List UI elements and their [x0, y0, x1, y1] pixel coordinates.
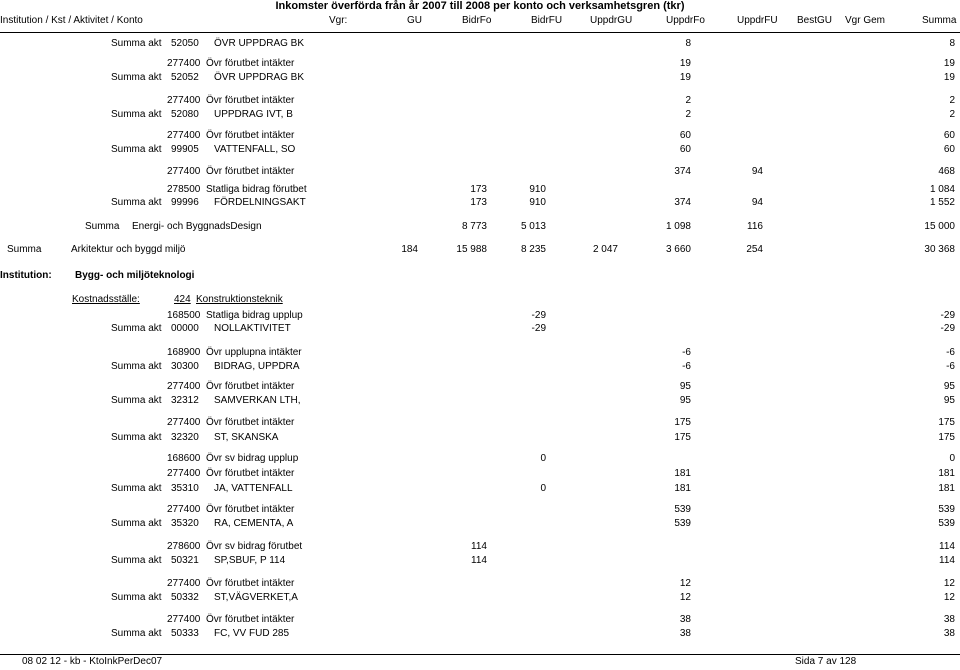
- row-label: Summa akt: [111, 109, 162, 120]
- value-bidrfu: 910: [529, 197, 546, 208]
- value-summa: 30 368: [924, 244, 955, 255]
- account-name: Övr förutbet intäkter: [206, 417, 295, 428]
- value-summa: -29: [940, 310, 955, 321]
- account-code: 168600: [167, 453, 201, 464]
- activity-code: 99905: [171, 144, 199, 155]
- value-uppdrfo: 181: [674, 483, 691, 494]
- account-row: [0, 166, 960, 180]
- activity-code: 99996: [171, 197, 199, 208]
- value-summa: 181: [938, 468, 955, 479]
- value-summa: 175: [938, 432, 955, 443]
- cost-center-name: Energi- och ByggnadsDesign: [132, 221, 262, 232]
- institution-label: Institution:: [0, 270, 52, 281]
- account-name: Övr förutbet intäkter: [206, 578, 295, 589]
- account-row: [0, 130, 960, 144]
- value-summa: 38: [943, 628, 955, 639]
- institution-row: [0, 270, 960, 284]
- account-code: 168900: [167, 347, 201, 358]
- value-bidrfu: 0: [540, 453, 546, 464]
- value-bidrfo: 173: [470, 197, 487, 208]
- value-uppdrfo: 539: [674, 518, 691, 529]
- activity-name: VATTENFALL, SO: [214, 144, 296, 155]
- value-uppdrfo: 2: [685, 109, 691, 120]
- account-code: 277400: [167, 58, 201, 69]
- account-code: 277400: [167, 417, 201, 428]
- value-summa: 19: [943, 72, 955, 83]
- row-label: Summa akt: [111, 518, 162, 529]
- value-summa: 468: [938, 166, 955, 177]
- account-name: Statliga bidrag upplup: [206, 310, 303, 321]
- value-summa: 2: [949, 109, 955, 120]
- account-name: Övr sv bidrag upplup: [206, 453, 299, 464]
- value-uppdrfo: 60: [679, 144, 691, 155]
- value-summa: 12: [943, 578, 955, 589]
- row-label: Summa: [85, 221, 120, 232]
- activity-code: 50321: [171, 555, 199, 566]
- value-summa: 15 000: [924, 221, 955, 232]
- account-code: 277400: [167, 614, 201, 625]
- value-uppdrfo: 175: [674, 417, 691, 428]
- value-bidrfo: 8 773: [461, 221, 487, 232]
- activity-code: 52052: [171, 72, 199, 83]
- value-summa: 0: [949, 453, 955, 464]
- value-summa: 8: [949, 38, 955, 49]
- institution-name: Arkitektur och byggd miljö: [71, 244, 186, 255]
- value-uppdrfu: 94: [751, 197, 763, 208]
- value-uppdrfo: 181: [674, 468, 691, 479]
- value-summa: 60: [943, 144, 955, 155]
- activity-sum-row: [0, 592, 960, 606]
- value-uppdrfo: 1 098: [665, 221, 691, 232]
- column-header-5: BidrFU: [531, 15, 563, 26]
- row-label: Summa akt: [111, 592, 162, 603]
- value-uppdrfu: 254: [746, 244, 763, 255]
- activity-name: ÖVR UPPDRAG BK: [214, 72, 305, 83]
- institution-name: Bygg- och miljöteknologi: [75, 270, 195, 281]
- value-uppdrgu: 2 047: [592, 244, 618, 255]
- value-bidrfo: 173: [470, 184, 487, 195]
- account-name: Övr förutbet intäkter: [206, 130, 295, 141]
- activity-code: 32320: [171, 432, 199, 443]
- value-uppdrfo: -6: [682, 347, 691, 358]
- activity-name: JA, VATTENFALL: [214, 483, 293, 494]
- activity-code: 35320: [171, 518, 199, 529]
- column-header-6: UppdrGU: [590, 15, 633, 26]
- activity-code: 50332: [171, 592, 199, 603]
- value-summa: 1 552: [929, 197, 955, 208]
- activity-sum-row: [0, 518, 960, 532]
- value-summa: 12: [943, 592, 955, 603]
- value-bidrfu: 910: [529, 184, 546, 195]
- account-row: [0, 310, 960, 324]
- row-label: Summa akt: [111, 72, 162, 83]
- account-row: [0, 95, 960, 109]
- activity-code: 52050: [171, 38, 199, 49]
- value-summa: 19: [943, 58, 955, 69]
- account-code: 277400: [167, 130, 201, 141]
- value-uppdrfo: 19: [679, 58, 691, 69]
- account-code: 278500: [167, 184, 201, 195]
- account-row: [0, 578, 960, 592]
- footer-divider: [0, 654, 960, 655]
- value-uppdrfo: 175: [674, 432, 691, 443]
- value-uppdrfo: 3 660: [665, 244, 691, 255]
- account-code: 277400: [167, 166, 201, 177]
- value-gu: 184: [401, 244, 418, 255]
- column-header-7: UppdrFo: [666, 15, 705, 26]
- account-name: Statliga bidrag förutbet: [206, 184, 307, 195]
- activity-code: 00000: [171, 323, 199, 334]
- value-summa: -6: [946, 361, 955, 372]
- activity-sum-row: [0, 109, 960, 123]
- account-code: 278600: [167, 541, 201, 552]
- account-row: [0, 417, 960, 431]
- value-uppdrfo: 95: [679, 381, 691, 392]
- account-name: Övr förutbet intäkter: [206, 614, 295, 625]
- row-label: Summa akt: [111, 432, 162, 443]
- value-bidrfu: -29: [531, 323, 546, 334]
- value-uppdrfo: 38: [679, 614, 691, 625]
- value-uppdrfo: 12: [679, 578, 691, 589]
- account-row: [0, 58, 960, 72]
- row-label: Summa akt: [111, 395, 162, 406]
- account-name: Övr förutbet intäkter: [206, 95, 295, 106]
- account-name: Övr förutbet intäkter: [206, 381, 295, 392]
- activity-name: BIDRAG, UPPDRA: [214, 361, 300, 372]
- column-header-3: GU: [407, 15, 422, 26]
- activity-code: 35310: [171, 483, 199, 494]
- activity-sum-row: [0, 628, 960, 642]
- activity-sum-row: [0, 144, 960, 158]
- account-name: Övr förutbet intäkter: [206, 504, 295, 515]
- value-uppdrfu: 116: [747, 221, 763, 232]
- activity-sum-row: [0, 432, 960, 446]
- account-name: Övr förutbet intäkter: [206, 468, 295, 479]
- activity-code: 30300: [171, 361, 199, 372]
- cost-center-label: Kostnadsställe:: [72, 294, 140, 305]
- cost-center-code: 424: [174, 294, 191, 305]
- activity-name: ÖVR UPPDRAG BK: [214, 38, 305, 49]
- value-bidrfu: 0: [540, 483, 546, 494]
- account-code: 277400: [167, 504, 201, 515]
- column-header-row: [0, 15, 960, 31]
- activity-sum-row: [0, 395, 960, 409]
- value-summa: 95: [943, 381, 955, 392]
- value-uppdrfo: 19: [679, 72, 691, 83]
- account-code: 277400: [167, 468, 201, 479]
- value-uppdrfo: 2: [685, 95, 691, 106]
- account-row: [0, 614, 960, 628]
- column-header-4: BidrFo: [462, 15, 492, 26]
- value-uppdrfo: -6: [682, 361, 691, 372]
- row-label: Summa akt: [111, 323, 162, 334]
- row-label: Summa akt: [111, 38, 162, 49]
- value-uppdrfo: 95: [679, 395, 691, 406]
- value-uppdrfo: 60: [679, 130, 691, 141]
- value-bidrfu: 8 235: [520, 244, 546, 255]
- row-label: Summa akt: [111, 555, 162, 566]
- account-name: Övr förutbet intäkter: [206, 166, 295, 177]
- activity-sum-row: [0, 72, 960, 86]
- activity-code: 50333: [171, 628, 199, 639]
- activity-name: SP,SBUF, P 114: [214, 555, 286, 566]
- value-bidrfu: -29: [531, 310, 546, 321]
- value-summa: -29: [940, 323, 955, 334]
- value-uppdrfo: 374: [674, 166, 691, 177]
- account-row: [0, 453, 960, 467]
- column-header-11: Summa: [922, 15, 957, 26]
- column-header-10: Vgr Gem: [845, 15, 886, 26]
- value-summa: 114: [939, 555, 955, 566]
- activity-sum-row: [0, 483, 960, 497]
- row-label: Summa: [7, 244, 42, 255]
- activity-name: RA, CEMENTA, A: [214, 518, 294, 529]
- row-label: Summa akt: [111, 483, 162, 494]
- account-row: [0, 381, 960, 395]
- page-footer: [0, 656, 960, 670]
- activity-sum-row: [0, 361, 960, 375]
- value-bidrfu: 5 013: [520, 221, 546, 232]
- value-summa: 539: [938, 518, 955, 529]
- account-code: 277400: [167, 381, 201, 392]
- value-uppdrfo: 8: [685, 38, 691, 49]
- cost-center-name: Konstruktionsteknik: [196, 294, 283, 305]
- kstsum-row: [0, 221, 960, 235]
- activity-name: ST,VÄGVERKET,A: [214, 592, 298, 603]
- activity-sum-row: [0, 38, 960, 52]
- value-summa: -6: [946, 347, 955, 358]
- value-bidrfo: 15 988: [456, 244, 487, 255]
- value-uppdrfo: 374: [674, 197, 691, 208]
- value-summa: 1 084: [929, 184, 955, 195]
- value-uppdrfo: 12: [679, 592, 691, 603]
- account-row: [0, 504, 960, 518]
- column-header-9: BestGU: [797, 15, 833, 26]
- value-summa: 539: [938, 504, 955, 515]
- account-name: Övr upplupna intäkter: [206, 347, 302, 358]
- column-header-1: Institution / Kst / Aktivitet / Konto: [0, 15, 143, 26]
- value-summa: 95: [943, 395, 955, 406]
- activity-code: 52080: [171, 109, 199, 120]
- account-name: Övr sv bidrag förutbet: [206, 541, 303, 552]
- activity-name: NOLLAKTIVITET: [214, 323, 291, 334]
- account-row: [0, 468, 960, 482]
- value-summa: 181: [938, 483, 955, 494]
- activity-code: 32312: [171, 395, 199, 406]
- value-summa: 60: [943, 130, 955, 141]
- account-name: Övr förutbet intäkter: [206, 58, 295, 69]
- activity-name: SAMVERKAN LTH,: [214, 395, 301, 406]
- account-code: 168500: [167, 310, 201, 321]
- account-code: 277400: [167, 95, 201, 106]
- value-summa: 114: [939, 541, 955, 552]
- activity-name: FÖRDELNINGSAKT: [214, 197, 306, 208]
- activity-sum-row: [0, 197, 960, 211]
- value-uppdrfo: 539: [674, 504, 691, 515]
- account-row: [0, 184, 960, 198]
- footer-page-number: Sida 7 av 128: [795, 656, 857, 667]
- report-title: Inkomster överförda från år 2007 till 2008 per konto och verksamhetsgren (tkr): [275, 0, 685, 12]
- row-label: Summa akt: [111, 197, 162, 208]
- activity-sum-row: [0, 323, 960, 337]
- activity-name: UPPDRAG IVT, B: [214, 109, 293, 120]
- activity-name: ST, SKANSKA: [214, 432, 279, 443]
- row-label: Summa akt: [111, 144, 162, 155]
- footer-doc-id: 08 02 12 - kb - KtoInkPerDec07: [22, 656, 163, 667]
- account-row: [0, 541, 960, 555]
- value-summa: 175: [938, 417, 955, 428]
- value-uppdrfu: 94: [751, 166, 763, 177]
- value-summa: 38: [943, 614, 955, 625]
- value-bidrfo: 114: [471, 541, 487, 552]
- activity-sum-row: [0, 555, 960, 569]
- row-label: Summa akt: [111, 361, 162, 372]
- header-divider: [0, 32, 960, 33]
- value-bidrfo: 114: [471, 555, 487, 566]
- account-row: [0, 347, 960, 361]
- column-header-8: UppdrFU: [737, 15, 778, 26]
- row-label: Summa akt: [111, 628, 162, 639]
- account-code: 277400: [167, 578, 201, 589]
- value-summa: 2: [949, 95, 955, 106]
- value-uppdrfo: 38: [679, 628, 691, 639]
- column-header-2: Vgr:: [329, 15, 348, 26]
- activity-name: FC, VV FUD 285: [214, 628, 290, 639]
- instsum-row: [0, 244, 960, 258]
- kst-row: [0, 294, 960, 308]
